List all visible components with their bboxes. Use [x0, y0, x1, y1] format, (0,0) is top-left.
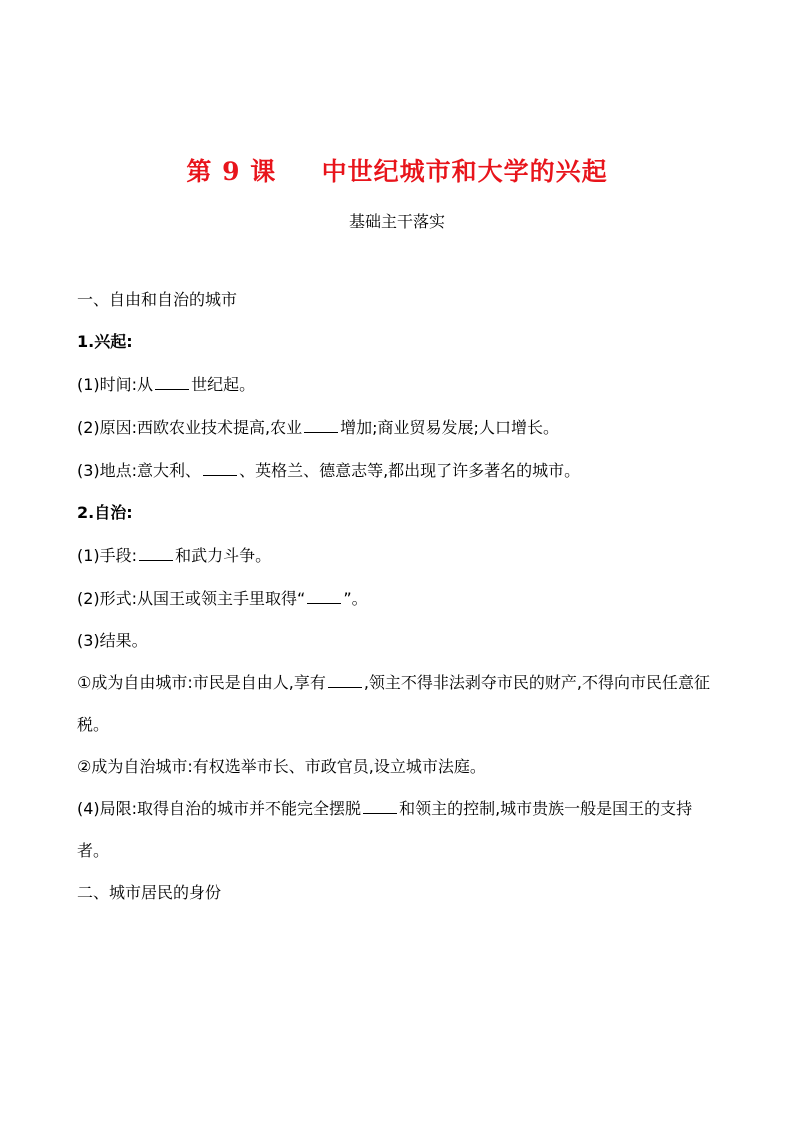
title-prefix: 第	[186, 157, 213, 186]
fill-blank[interactable]	[203, 460, 237, 476]
page-title	[0, 152, 794, 188]
fill-blank[interactable]	[328, 672, 362, 688]
fill-blank[interactable]	[304, 417, 338, 433]
autonomy-heading: 2.自治:	[77, 503, 133, 522]
title-number: 9	[222, 157, 241, 186]
self-governing-city: ②成为自治城市:有权选举市长、市政官员,设立城市法庭。	[77, 757, 486, 776]
rise-reason: (2)原因:西欧农业技术提高,农业 增加;商业贸易发展;人口增长。	[77, 418, 559, 437]
title-suffix: 课	[250, 157, 277, 186]
worksheet-content	[77, 290, 719, 925]
autonomy-means: (1)手段: 和武力斗争。	[77, 546, 272, 565]
page-subtitle: 基础主干落实	[348, 212, 445, 231]
section2-heading: 二、城市居民的身份	[77, 883, 222, 902]
autonomy-result: (3)结果。	[77, 631, 148, 650]
title-name: 中世纪城市和大学的兴起	[321, 157, 608, 186]
rise-place: (3)地点:意大利、 、英格兰、德意志等,都出现了许多著名的城市。	[77, 461, 581, 480]
free-city: ①成为自由城市:市民是自由人,享有 ,领主不得非法剥夺市民的财产,不得向市民任意征税。	[77, 673, 711, 734]
fill-blank[interactable]	[363, 798, 397, 814]
section1-heading: 一、自由和自治的城市	[77, 290, 238, 309]
autonomy-limit: (4)局限:取得自治的城市并不能完全摆脱 和领主的控制,城市贵族一般是国王的支持者。	[77, 799, 693, 860]
fill-blank[interactable]	[307, 588, 341, 604]
autonomy-form: (2)形式:从国王或领主手里取得“ ”。	[77, 589, 368, 608]
fill-blank[interactable]	[155, 374, 189, 390]
rise-heading: 1.兴起:	[77, 332, 133, 351]
rise-time: (1)时间:从 世纪起。	[77, 375, 256, 394]
fill-blank[interactable]	[139, 545, 173, 561]
